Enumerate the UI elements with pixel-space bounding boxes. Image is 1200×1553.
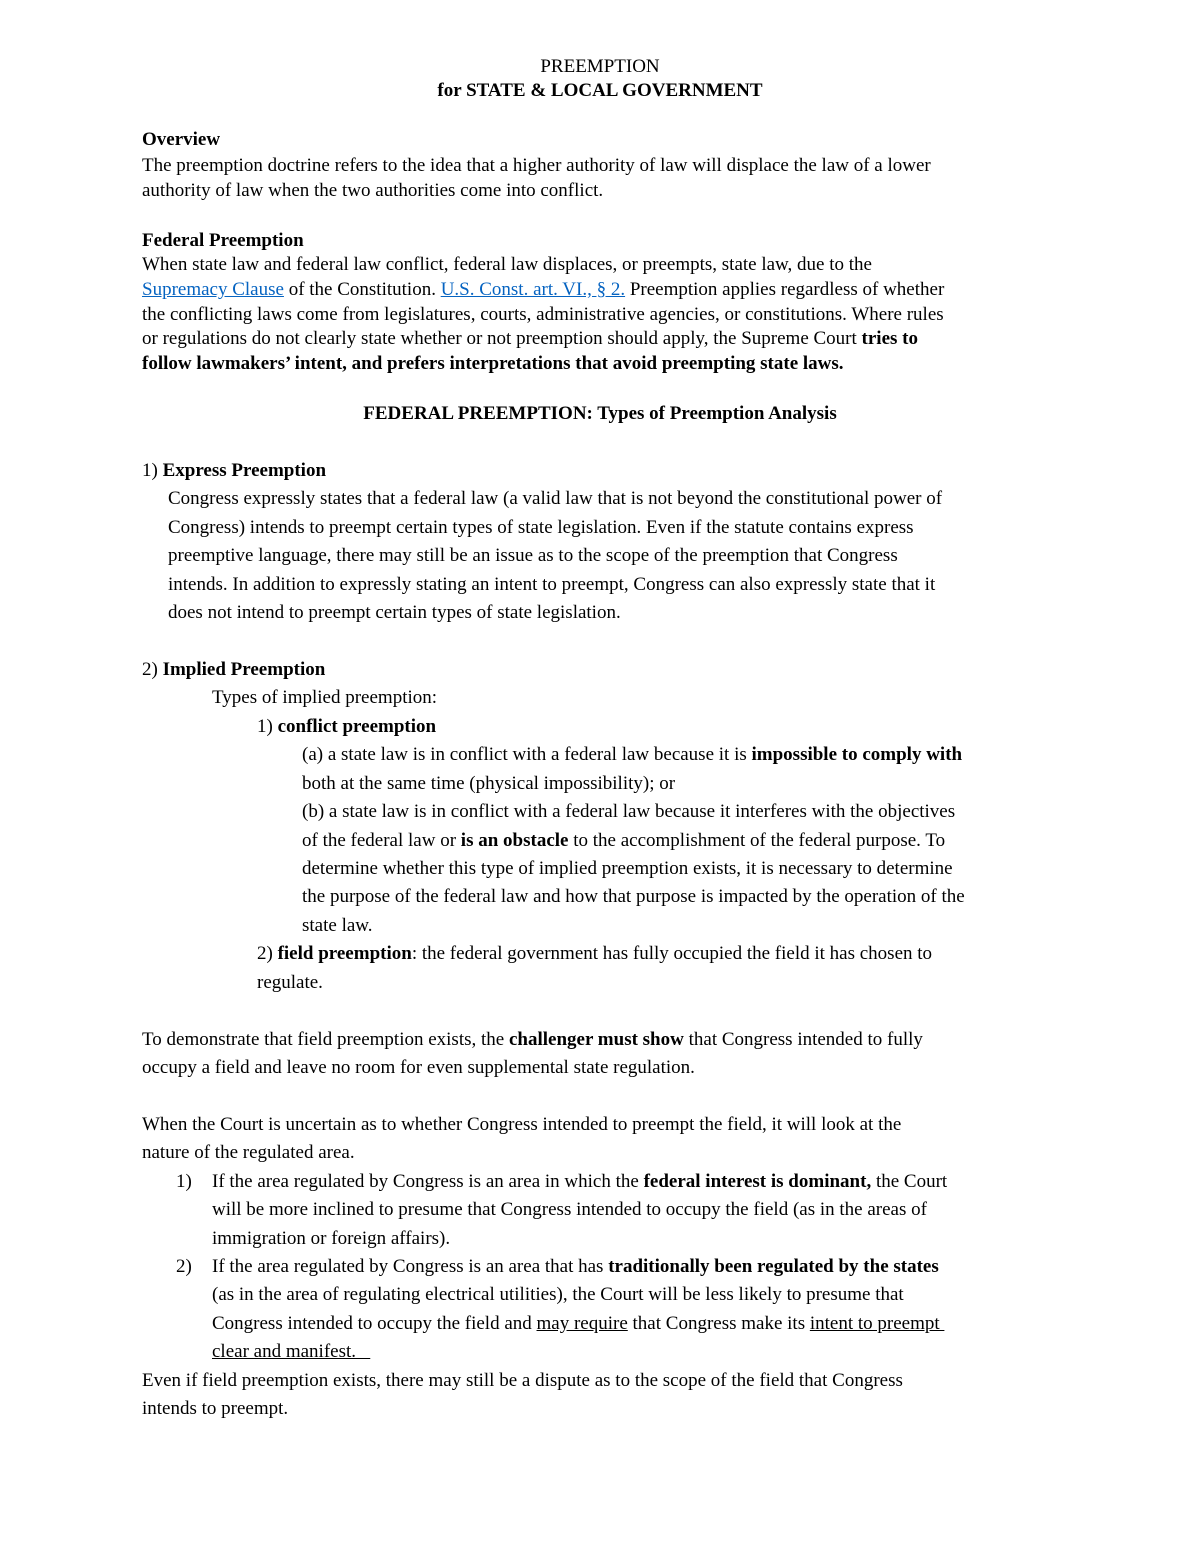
list-text: the Court [871,1171,948,1192]
express-heading [142,459,326,483]
list-item-line [212,1170,947,1194]
analysis-heading [0,402,1200,426]
demonstrate-text: To demonstrate that field preemption exists, the [142,1029,509,1050]
federal-heading [142,229,304,253]
list-underline: clear and manifest. [212,1341,371,1362]
federal-bold: follow lawmakers’ intent, and prefers interpretations that avoid preempting state laws. [142,353,844,374]
list-text: that Congress make its [627,1313,810,1334]
express-line: does not intend to preempt certain types of state legislation. [168,602,621,623]
conflict-line [302,829,945,853]
conflict-line: state law. [302,915,373,936]
list-item-line [212,1312,944,1336]
federal-text: or regulations do not clearly state whether or not preemption should apply, the Supreme Court [142,328,862,349]
conflict-bold: is an obstacle [460,830,569,851]
federal-text: Preemption applies regardless of whether [625,279,945,300]
uncertain-line: When the Court is uncertain as to whether Congress intended to preempt the field, it will look at the [142,1114,902,1135]
conflict-line: determine whether this type of implied preemption exists, it is necessary to determine [302,858,953,879]
doc-title: PREEMPTION [540,56,660,77]
demonstrate-text: that Congress intended to fully [683,1029,923,1050]
federal-line: When state law and federal law conflict, federal law displaces, or preempts, state law, due to the [142,254,872,275]
list-number: 1) [176,1171,192,1192]
federal-text: of the Constitution. [283,279,441,300]
overview-heading [142,128,220,152]
federal-heading-text: Federal Preemption [142,230,304,251]
list-item-line: immigration or foreign affairs). [212,1228,451,1249]
express-line: preemptive language, there may still be an issue as to the scope of the preemption that Congress [168,545,898,566]
field-text: : the federal government has fully occupied the field it has chosen to [411,943,933,964]
field-line [257,942,932,966]
list-item-line [212,1340,370,1364]
list-bold: federal interest is dominant, [643,1171,872,1192]
implied-heading [142,658,325,682]
implied-types: Types of implied preemption: [212,687,438,708]
list-text: If the area regulated by Congress is an area that has [212,1256,609,1277]
implied-number: 2) [142,659,163,680]
list-item-line: (as in the area of regulating electrical utilities), the Court will be less likely to presume that [212,1284,904,1305]
field-line: regulate. [257,972,323,993]
const-art-link[interactable]: U.S. Const. art. VI., § 2. [440,279,626,300]
conflict-text: to the accomplishment of the federal purpose. To [568,830,946,851]
closing-line: Even if field preemption exists, there may still be a dispute as to the scope of the field that Congress [142,1370,903,1391]
list-text: Congress intended to occupy the field and [212,1313,537,1334]
list-underline: intent to preempt [809,1313,945,1334]
overview-line: authority of law when the two authorities come into conflict. [142,180,604,201]
conflict-line: (b) a state law is in conflict with a federal law because it interferes with the objectives [302,801,956,822]
list-text: If the area regulated by Congress is an area in which the [212,1171,644,1192]
field-heading-text: field preemption [277,943,412,964]
conflict-heading [257,715,436,739]
federal-line [142,278,944,302]
overview-heading-text: Overview [142,129,221,150]
list-item-line: will be more inclined to presume that Congress intended to occupy the field (as in the areas of [212,1199,927,1220]
overview-line: The preemption doctrine refers to the idea that a higher authority of law will displace the law of a lower [142,155,931,176]
conflict-text: (a) a state law is in conflict with a federal law because it is [302,744,752,765]
conflict-line [302,743,962,767]
uncertain-line: nature of the regulated area. [142,1142,355,1163]
implied-heading-text: Implied Preemption [162,659,326,680]
demonstrate-bold: challenger must show [508,1029,684,1050]
doc-subtitle [0,79,1200,103]
field-number: 2) [257,943,278,964]
list-bold: traditionally been regulated by the states [608,1256,939,1277]
list-underline: may require [536,1313,628,1334]
federal-line: the conflicting laws come from legislatures, courts, administrative agencies, or constitutions. Where rules [142,304,944,325]
demonstrate-line [142,1028,923,1052]
express-line: Congress) intends to preempt certain types of state legislation. Even if the statute contains express [168,517,914,538]
list-item-line [212,1255,939,1279]
federal-bold: tries to [861,328,918,349]
conflict-bold: impossible to comply with [751,744,963,765]
federal-line [142,327,918,351]
demonstrate-line: occupy a field and leave no room for even supplemental state regulation. [142,1057,695,1078]
conflict-line: the purpose of the federal law and how that purpose is impacted by the operation of the [302,886,965,907]
express-number: 1) [142,460,163,481]
conflict-heading-text: conflict preemption [277,716,437,737]
federal-line [142,352,844,376]
doc-subtitle-text: for STATE & LOCAL GOVERNMENT [437,80,763,101]
supremacy-clause-link[interactable]: Supremacy Clause [142,279,284,300]
express-heading-text: Express Preemption [162,460,327,481]
express-line: Congress expressly states that a federal law (a valid law that is not beyond the constitutional power of [168,488,943,509]
analysis-heading-text: FEDERAL PREEMPTION: Types of Preemption Analysis [363,403,837,424]
list-number: 2) [176,1256,192,1277]
closing-line: intends to preempt. [142,1398,289,1419]
express-line: intends. In addition to expressly stating an intent to preempt, Congress can also expressly state that it [168,574,936,595]
conflict-number: 1) [257,716,278,737]
conflict-text: of the federal law or [302,830,461,851]
conflict-line: both at the same time (physical impossibility); or [302,773,676,794]
